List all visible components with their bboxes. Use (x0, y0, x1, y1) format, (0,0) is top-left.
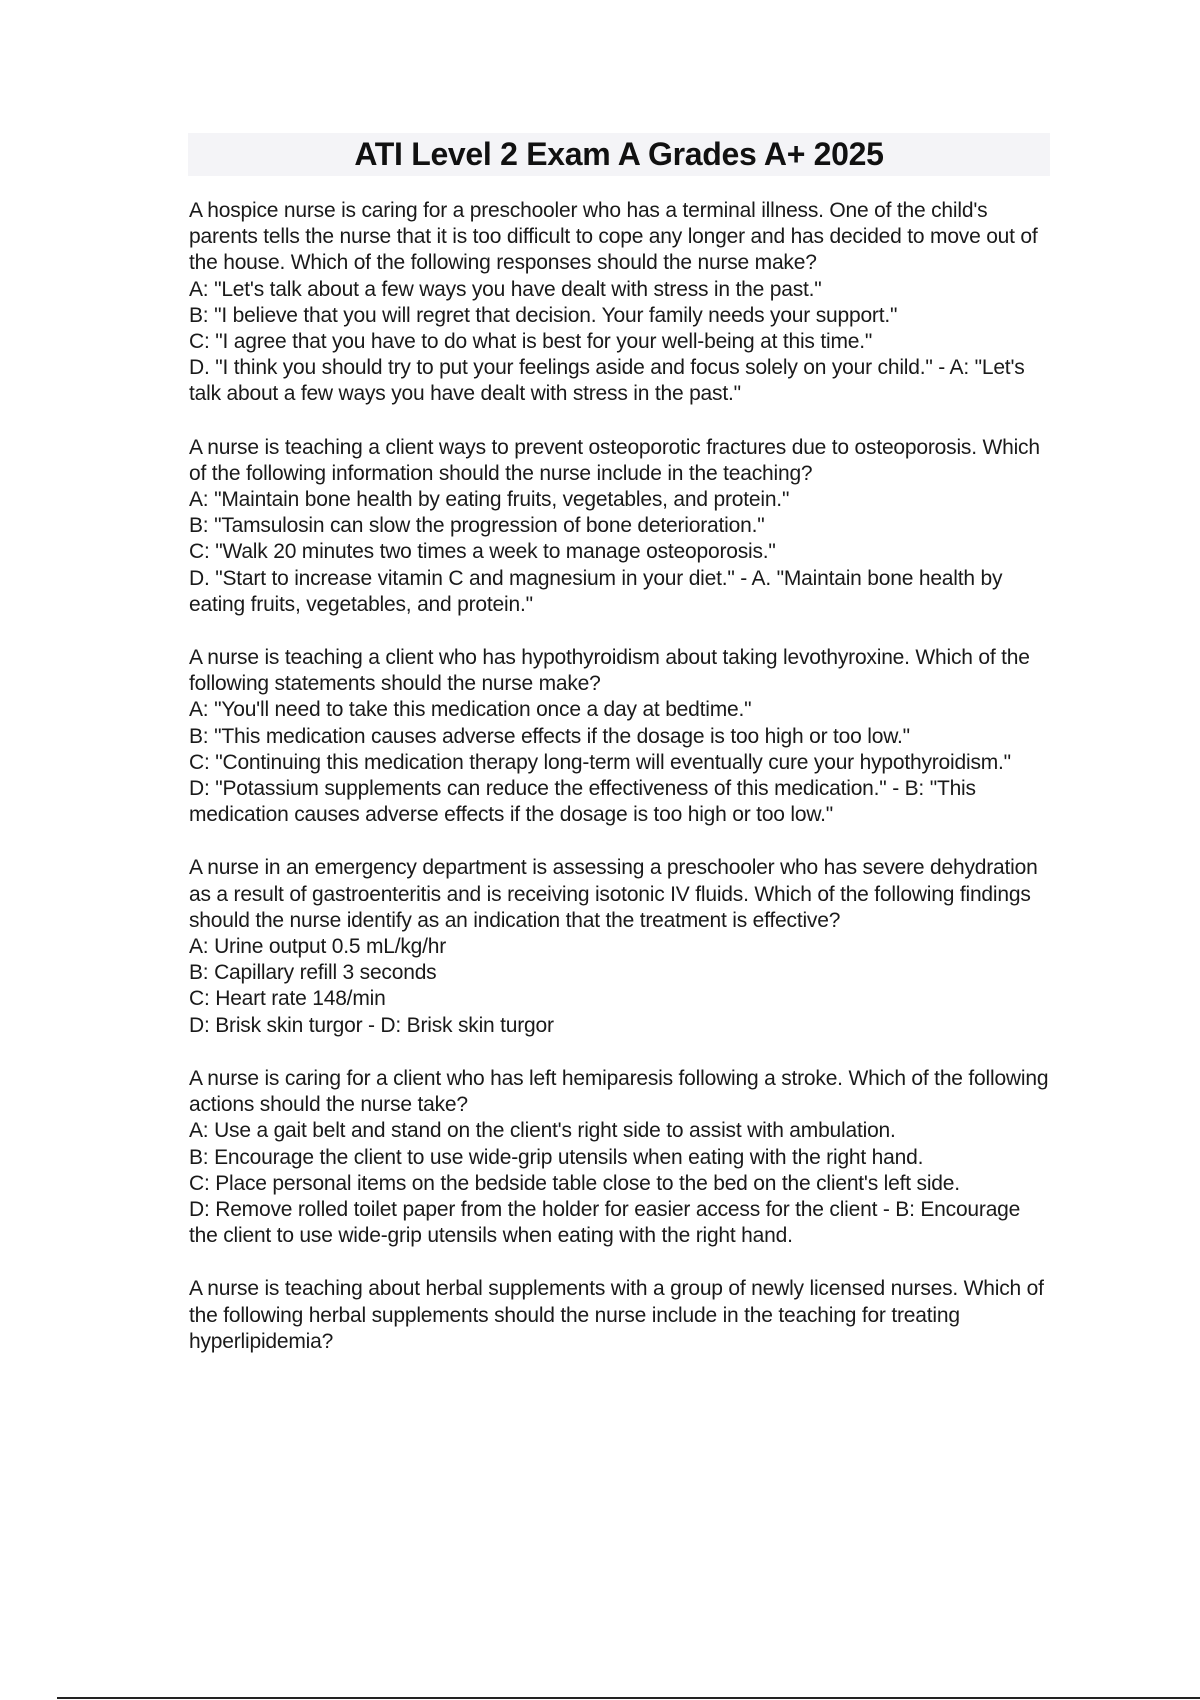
question-4 (189, 855, 1049, 1038)
question-3 (189, 645, 1049, 828)
question-5 (189, 1066, 1049, 1249)
answer-option-a: A: Urine output 0.5 mL/kg/hr (189, 935, 447, 959)
question-stem: A nurse is teaching a client ways to prevent osteoporotic fractures due to osteoporosis. Which of the following information should the nurse include in the teaching? (189, 435, 1040, 485)
document-title: ATI Level 2 Exam A Grades A+ 2025 (354, 136, 884, 172)
answer-option-a: A: "You'll need to take this medication once a day at bedtime." (189, 698, 752, 722)
answer-option-a: A: "Let's talk about a few ways you have dealt with stress in the past." (189, 277, 822, 301)
question-list (189, 198, 1049, 1382)
question-stem: A hospice nurse is caring for a preschooler who has a terminal illness. One of the child's parents tells the nurse that it is too difficult to cope any longer and has decided to move out of the house. Which of the following responses should the nurse make? (189, 199, 1038, 275)
answer-option-b: B: "I believe that you will regret that decision. Your family needs your support." (189, 303, 898, 327)
answer-option-c: C: "Walk 20 minutes two times a week to manage osteoporosis." (189, 540, 776, 564)
page-bottom-divider (57, 1697, 1200, 1699)
answer-option-d-with-answer: D. "I think you should try to put your feelings aside and focus solely on your child." - A: "Let's talk about a few ways you have dealt with stress in the past." (189, 356, 1025, 406)
question-stem: A nurse is teaching about herbal supplements with a group of newly licensed nurses. Which of the following herbal supplements should the nurse include in the teaching for treating hyperlipidemia? (189, 1277, 1044, 1353)
answer-option-d-with-answer: D: Brisk skin turgor - D: Brisk skin turgor (189, 1013, 554, 1037)
answer-option-c: C: Place personal items on the bedside table close to the bed on the client's left side. (189, 1171, 960, 1195)
answer-option-d-with-answer: D: Remove rolled toilet paper from the holder for easier access for the client - B: Encourage the client to use wide-grip utensils when eating with the right hand. (189, 1197, 1021, 1248)
answer-option-c: C: "Continuing this medication therapy long-term will eventually cure your hypothyroidism." (189, 750, 1011, 774)
question-1 (189, 198, 1049, 408)
question-stem: A nurse is caring for a client who has left hemiparesis following a stroke. Which of the following actions should the nurse take? (189, 1066, 1049, 1117)
answer-option-d-with-answer: D. "Start to increase vitamin C and magnesium in your diet." - A. "Maintain bone health by eating fruits, vegetables, and protein." (189, 566, 1003, 616)
answer-option-a: A: "Maintain bone health by eating fruits, vegetables, and protein." (189, 488, 790, 512)
answer-option-b: B: "Tamsulosin can slow the progression of bone deterioration." (189, 514, 765, 538)
question-2 (189, 435, 1049, 618)
question-6 (189, 1276, 1049, 1355)
answer-option-d-with-answer: D: "Potassium supplements can reduce the effectiveness of this medication." - B: "This medication causes adverse effects if the dosage is too high or too low." (189, 777, 976, 827)
answer-option-a: A: Use a gait belt and stand on the client's right side to assist with ambulation. (189, 1119, 896, 1143)
answer-option-c: C: Heart rate 148/min (189, 987, 386, 1011)
answer-option-b: B: Capillary refill 3 seconds (189, 961, 437, 985)
answer-option-b: B: "This medication causes adverse effects if the dosage is too high or too low." (189, 724, 910, 748)
title-banner (188, 133, 1050, 176)
question-stem: A nurse in an emergency department is assessing a preschooler who has severe dehydration as a result of gastroenteritis and is receiving isotonic IV fluids. Which of the following findings should the nurse identify as an indication that the treatment is effective? (189, 856, 1038, 932)
answer-option-b: B: Encourage the client to use wide-grip utensils when eating with the right hand. (189, 1145, 924, 1169)
question-stem: A nurse is teaching a client who has hypothyroidism about taking levothyroxine. Which of the following statements should the nurse make? (189, 646, 1030, 696)
answer-option-c: C: "I agree that you have to do what is best for your well-being at this time." (189, 330, 873, 354)
